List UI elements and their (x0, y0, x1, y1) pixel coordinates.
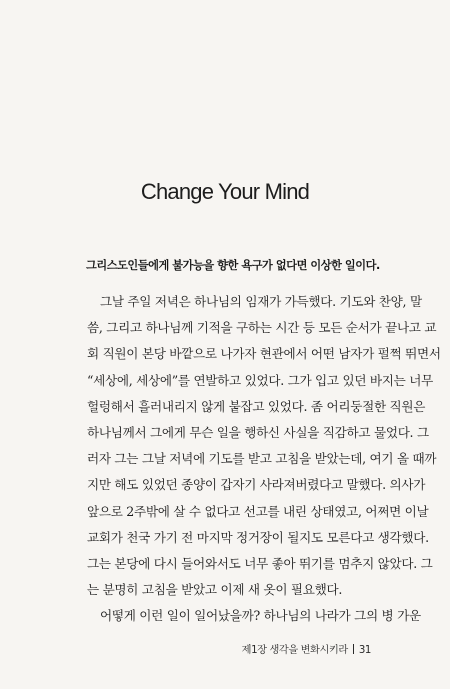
body-line: 앞으로 2주밖에 살 수 없다고 선고를 내린 상태였고, 어쩌면 이날 (87, 503, 429, 519)
body-text (87, 289, 441, 629)
page-number: 31 (358, 645, 371, 656)
body-line: 그날 주일 저녁은 하나님의 임재가 가득했다. 기도와 찬양, 말 (100, 294, 422, 309)
body-line: 교회가 천국 가기 전 마지막 정거장이 될지도 모른다고 생각했다. (87, 529, 429, 545)
body-line: 어떻게 이런 일이 일어났을까? 하나님의 나라가 그의 병 가운 (100, 608, 421, 624)
body-line: 는 분명히 고침을 받았고 이제 새 옷이 필요했다. (87, 582, 343, 598)
footer-separator (353, 644, 354, 654)
chapter-title: Change Your Mind (140, 179, 310, 204)
body-line: 하나님께서 그에게 무슨 일을 행하신 사실을 직감하고 물었다. 그 (87, 424, 429, 440)
body-line: “세상에, 세상에”를 연발하고 있었다. 그가 입고 있던 바지는 너무 (87, 372, 433, 388)
footer-chapter-title: 제1장 생각을 변화시키라 (241, 645, 348, 656)
epigraph: 그리스도인들에게 불가능을 향한 욕구가 없다면 이상한 일이다. (86, 259, 380, 272)
body-line: 그는 본당에 다시 들어와서도 너무 좋아 뛰기를 멈추지 않았다. 그 (87, 555, 433, 571)
body-line: 지만 해도 있었던 종양이 갑자기 사라져버렸다고 말했다. 의사가 (87, 477, 426, 493)
body-line: 회 직원이 본당 바깥으로 나가자 현관에서 어떤 남자가 펄쩍 뛰면서 (87, 346, 441, 362)
body-line: 씀, 그리고 하나님께 기적을 구하는 시간 등 모든 순서가 끝나고 교 (87, 320, 437, 336)
body-line: 러자 그는 그날 저녁에 기도를 받고 고침을 받았는데, 여기 올 때까 (87, 451, 437, 467)
body-line: 헐렁해서 흘러내리지 않게 붙잡고 있었다. 좀 어리둥절한 직원은 (87, 398, 426, 414)
running-footer (242, 641, 371, 656)
